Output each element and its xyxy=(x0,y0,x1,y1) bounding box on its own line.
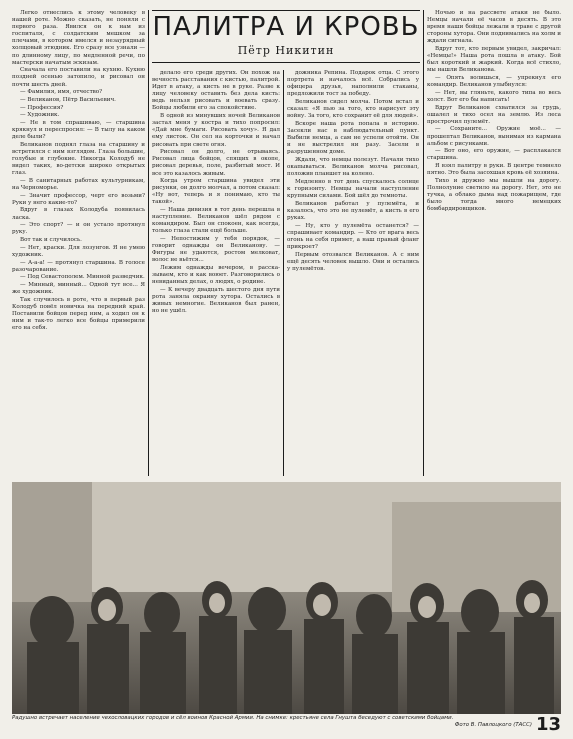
paragraph: — Не в том спрашиваю, — старшина крякнул и переспросил: — В тылу на каком деле были? xyxy=(12,119,145,141)
text-column-2 xyxy=(152,70,280,476)
paragraph: — Сохраните... Оружие моё... — прошептал Великанов, вынимая из кармана альбом с рисунками. xyxy=(427,126,561,147)
paragraph: Ждали, что немцы полезут. Начали тихо окапываться. Великанов молча рисовал, положив планшет на колено. xyxy=(287,156,419,178)
paragraph: В одной из минувших ночей Великанов застал меня у костра и тихо попросил: «Дай мне бумаги. Рисовать хочу». Я дал ему листок. Он сел на корточки и начал рисовать при свете огня. xyxy=(152,113,280,148)
paragraph: Так случилось в роте, что в первый раз Колодуб повёл новичка на передний край. Поставили бойцов перед ним, а ходил он к ним и так-то легко все бойцы примерили его на себя. xyxy=(12,296,145,332)
paragraph: — Наша дивизия в тот день перешла в наступление. Великанов шёл рядом с командиром. Был он спокоен, как всегда, только глаза стали ещё больше. xyxy=(152,207,280,235)
paragraph: — Минный, минный... Одной тут все... Я же художник. xyxy=(12,281,145,296)
photo-credit: Фото В. Павлоцкого (ТАСС) xyxy=(454,722,532,728)
paragraph: — К вечеру двадцать шестого дня пути рота заняла окраину хутора. Остались в живых немногие. Великанов был ранен, но не ушёл. xyxy=(152,286,280,315)
article-author: Пётр Никитин xyxy=(237,44,335,57)
paragraph: Рисовал он долго, не отрываясь. Рисовал лица бойцов, спящих в окопе, рисовал деревья, поле, разбитый мост. И все это казалось живым. xyxy=(152,149,280,177)
paragraph: делало его среди других. Он похож на вечность расставания с кистью, палитрой. Идет в атаку, а кисть не в руке. Разве к лицу человеку оставить без дела кисть: ведь нельзя рисовать и воевать сразу. Бойцы любили его за спокойствие. xyxy=(152,70,280,112)
paragraph: Великанов работал у пулемёта, и казалось, что это не пулемёт, а кисть в его руках. xyxy=(287,200,419,221)
paragraph: Тихо и дружно мы вышли на дорогу. Полнолуние светило на дорогу. Нет, это не тучка, а облако дыма над пожарищем, где было тогда много немецких бомбардировщиков. xyxy=(427,177,561,213)
paragraph: Лежим однажды вечером, в расска-зываем, кто и как воюет. Разговорились о невиданных делах, о людях, о родине. xyxy=(152,265,280,286)
paragraph: Сначала его поставили на кухню. Кухню поздней осенью затопило, и рисовал он почти шесть дней. xyxy=(12,67,145,88)
paragraph: Великанов поднял глаза на старшину и встретился с ним взглядом. Глаза большие, голубые и глубокие. Никогда Колодуб не видел таких, во-детски широко открытых глаз. xyxy=(12,141,145,177)
photo-crowd-illustration xyxy=(12,482,561,714)
column-rule-2 xyxy=(283,70,284,476)
paragraph: Я взял палитру в руки. В центре темнело пятно. Это была засохшая кровь её хозяина. xyxy=(427,163,561,177)
paragraph: — Художник. xyxy=(20,112,60,119)
paragraph: Когда утром старшина увидел эти рисунки, он долго молчал, а потом сказал: «Ну вот, теперь и я понимаю, кто ты такой». xyxy=(152,178,280,206)
paragraph: — Нет, краски. Для лозунгов. Я не умею художник. xyxy=(12,244,145,258)
paragraph: — Под Севастополем. Минной разведчик. xyxy=(20,274,145,281)
paragraph: Вдруг в глазах Колодуба появилась ласка. xyxy=(12,207,145,221)
paragraph: — Фамилия, имя, отчество? xyxy=(20,89,103,96)
text-column-1 xyxy=(12,10,145,476)
paragraph: — Вот оно, его оружие, — расплакался старшина. xyxy=(427,148,561,162)
paragraph: дожника Репина. Подарок отца. С этого портрета и началось всё. Собрались у офицера друзья, наполнили стаканы, предложили тост за победу. xyxy=(287,70,419,98)
paragraph: — Значит профессор, черт его возьми? Руки у него какие-то? xyxy=(12,192,145,206)
paragraph: — А-а-а! — протянул старшина. В голосе разочарование. xyxy=(12,259,145,273)
paragraph: — Ну, кто у пулемёта останется? — спрашивает командир. — Кто от врага весь огонь на себя примет, а наш правый фланг прикроет? xyxy=(287,222,419,250)
paragraph: — Опять волишься, — упрекнул его командир. Великанов улыбнулся: xyxy=(427,75,561,89)
paragraph: Ночью и на рассвете атаки не было. Немцы начали её часов в десять. В это время наши бойцы лежали в траве с другой стороны хутора. Они поднимались на холм и ждали сигнала. xyxy=(427,10,561,45)
title-rule-top xyxy=(152,10,420,11)
paragraph: Вот так и случилось. xyxy=(20,237,82,244)
paragraph: — Непостижим у тебя порядок, — говорит однажды он Великанову. — Фигуры не удаются, ростом мелковат, волос не вьётся... xyxy=(152,236,280,264)
column-rule-1 xyxy=(148,10,149,476)
column-rule-3 xyxy=(423,10,424,476)
paragraph: — Это спорт? — и он устало протянул руку. xyxy=(12,222,145,236)
paragraph: Великанов сидел молча. Потом встал и сказал: «Я пью за того, кто нарисует эту войну. За того, кто сохранит её для людей». xyxy=(287,98,419,120)
text-column-4 xyxy=(427,10,561,476)
paragraph: — В санитарных работах культурникам, на Черноморье. xyxy=(12,177,145,191)
paragraph: Вдруг Великанов схватился за грудь, ошалел и тихо осел на землю. Из леса прострочил пулемёт. xyxy=(427,104,561,125)
news-photo xyxy=(12,482,561,714)
paragraph: Вдруг тот, кто первым увидел, закричал: «Немцы!» Наша рота пошла в атаку. Бой был короткий и жаркий. Когда всё стихло, мы нашли Великанова. xyxy=(427,46,561,74)
paragraph: Первым отозвался Великанов. А с ним ещё десять человек вышло. Они и остались у пулемётов. xyxy=(287,251,419,272)
paragraph: — Профессия? xyxy=(20,104,64,111)
title-rule-bottom xyxy=(152,62,420,63)
paragraph: Медленно в тот день спускалось солнце к горизонту. Немцы начали наступление крупными силами. Бой шёл до темноты. xyxy=(287,178,419,199)
photo-caption: Радушно встречает население чехословацких городов и сёл воинов Красной Армии. На снимке: крестьяне села Гнушта беседуют с советскими бойцами. xyxy=(12,715,454,721)
paragraph: Легко отнеслись к этому человеку в нашей роте. Можно сказать, не поняли с первого раза. Явился он к нам из госпиталя, с солдатским мешком за плечами, в котором имелся и незаурядный холщовый этюдник. Его сразу все узнали — по длинному лицу, по медленной речи, по мастерски начатым эскизам. xyxy=(12,10,145,66)
paragraph: — Нет, вы гляньте, какого типа во весь холст. Вот его бы написать! xyxy=(427,89,561,103)
paragraph: Вскоре наша рота попала в историю. Засекли нас в наблюдательный пункт. Выбили немца, а сам не успели отойти. Он и не выстрелил ни разу. Засели в разрушенном доме. xyxy=(287,120,419,156)
paragraph: — Великанов, Пётр Васильевич. xyxy=(20,96,116,103)
text-column-3 xyxy=(287,70,419,476)
article-title: ПАЛИТРА И КРОВЬ xyxy=(152,12,420,42)
page-number: 13 xyxy=(535,714,561,735)
